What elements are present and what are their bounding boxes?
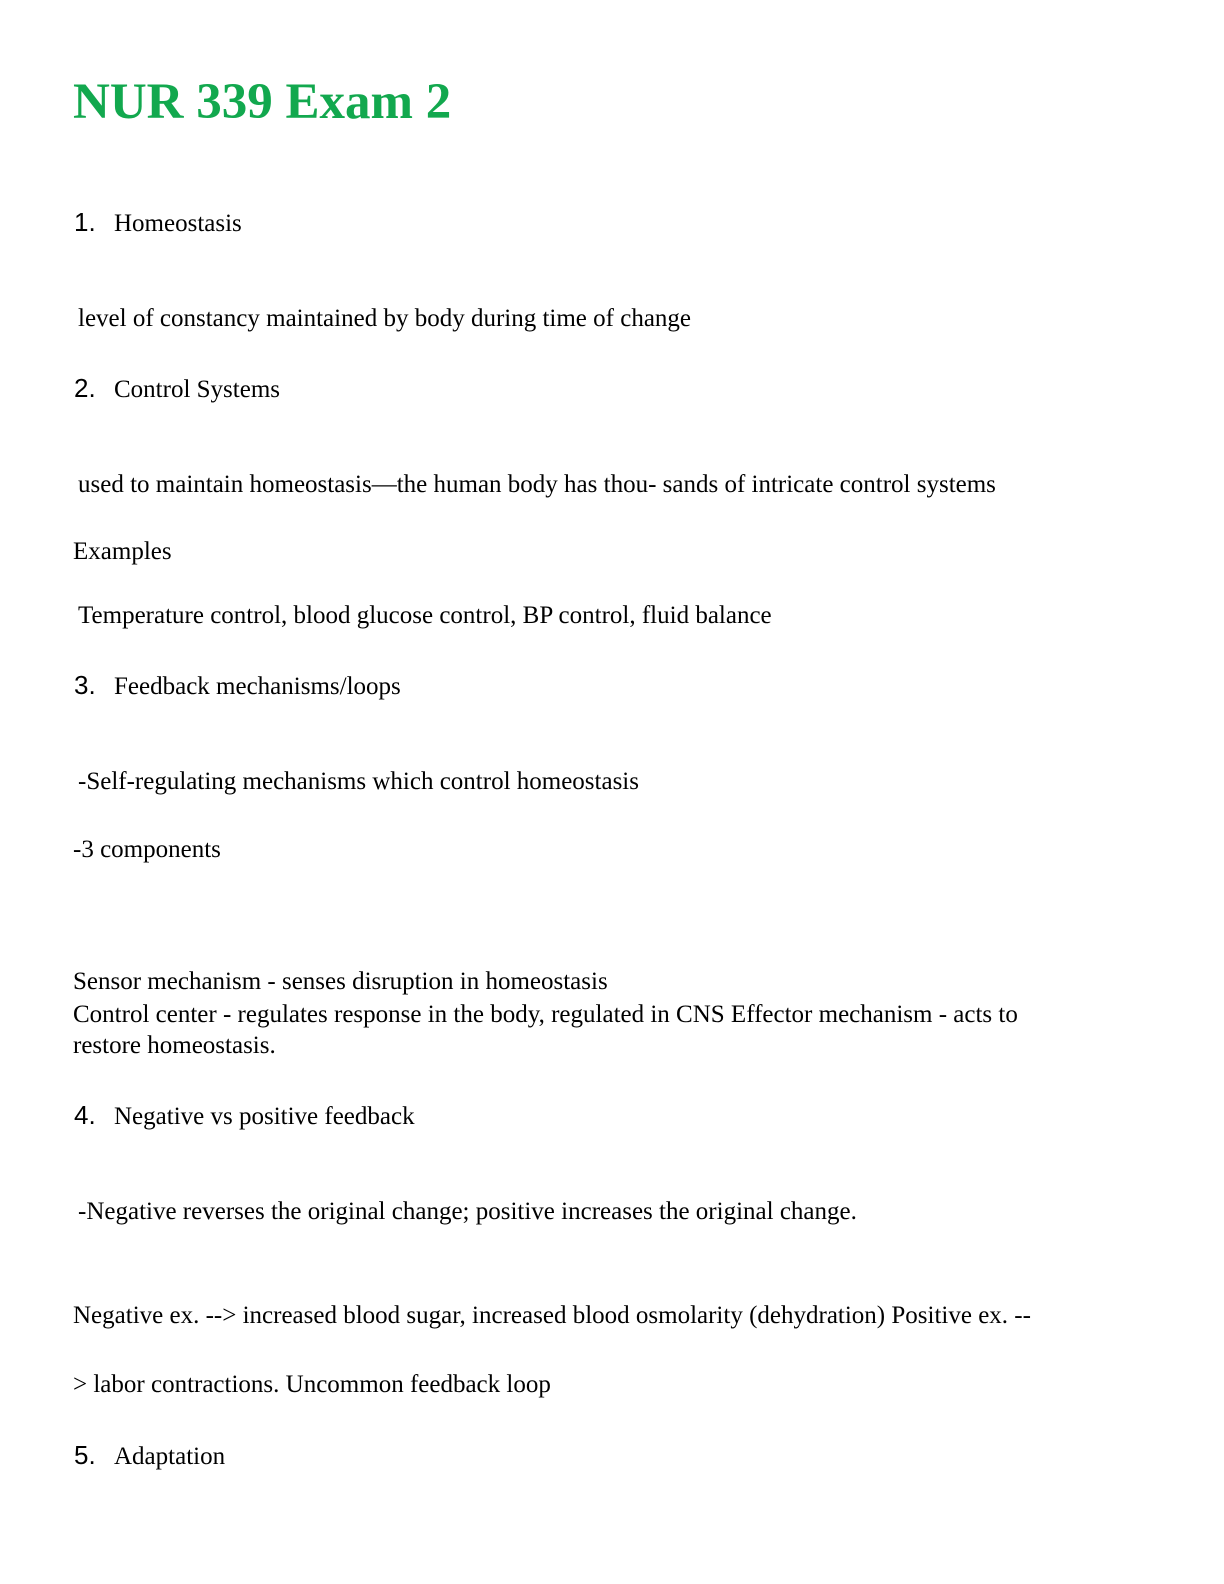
- paragraph-line: Sensor mechanism - senses disruption in homeostasis: [73, 968, 608, 995]
- section-number: 5.: [74, 1440, 96, 1470]
- paragraph-line: -Self-regulating mechanisms which control homeostasis: [78, 768, 639, 795]
- paragraph-line: used to maintain homeostasis—the human body has thou- sands of intricate control systems: [78, 471, 996, 498]
- paragraph-line: Examples: [73, 538, 172, 565]
- paragraph-line: restore homeostasis.: [73, 1032, 276, 1059]
- section-title: Negative vs positive feedback: [114, 1103, 415, 1130]
- section-heading-5: [74, 1440, 225, 1472]
- paragraph-line: Negative ex. --> increased blood sugar, increased blood osmolarity (dehydration) Positive ex. --: [73, 1302, 1031, 1329]
- section-number: 3.: [74, 670, 96, 700]
- paragraph-line: -Negative reverses the original change; positive increases the original change.: [78, 1198, 857, 1225]
- section-title: Homeostasis: [114, 210, 242, 237]
- section-heading-1: [74, 207, 242, 239]
- paragraph-line: > labor contractions. Uncommon feedback loop: [73, 1371, 551, 1398]
- paragraph-line: Temperature control, blood glucose control, BP control, fluid balance: [78, 602, 772, 629]
- document-title: NUR 339 Exam 2: [73, 74, 452, 130]
- section-number: 1.: [74, 207, 96, 237]
- section-number: 2.: [74, 373, 96, 403]
- paragraph-line: -3 components: [73, 836, 221, 863]
- section-heading-3: [74, 670, 401, 702]
- section-title: Control Systems: [114, 376, 280, 403]
- section-heading-2: [74, 373, 280, 405]
- section-number: 4.: [74, 1100, 96, 1130]
- paragraph-line: level of constancy maintained by body during time of change: [78, 305, 692, 332]
- section-heading-4: [74, 1100, 415, 1132]
- section-title: Adaptation: [114, 1443, 226, 1470]
- paragraph-line: Control center - regulates response in the body, regulated in CNS Effector mechanism - acts to: [73, 1001, 1018, 1028]
- section-title: Feedback mechanisms/loops: [114, 673, 401, 700]
